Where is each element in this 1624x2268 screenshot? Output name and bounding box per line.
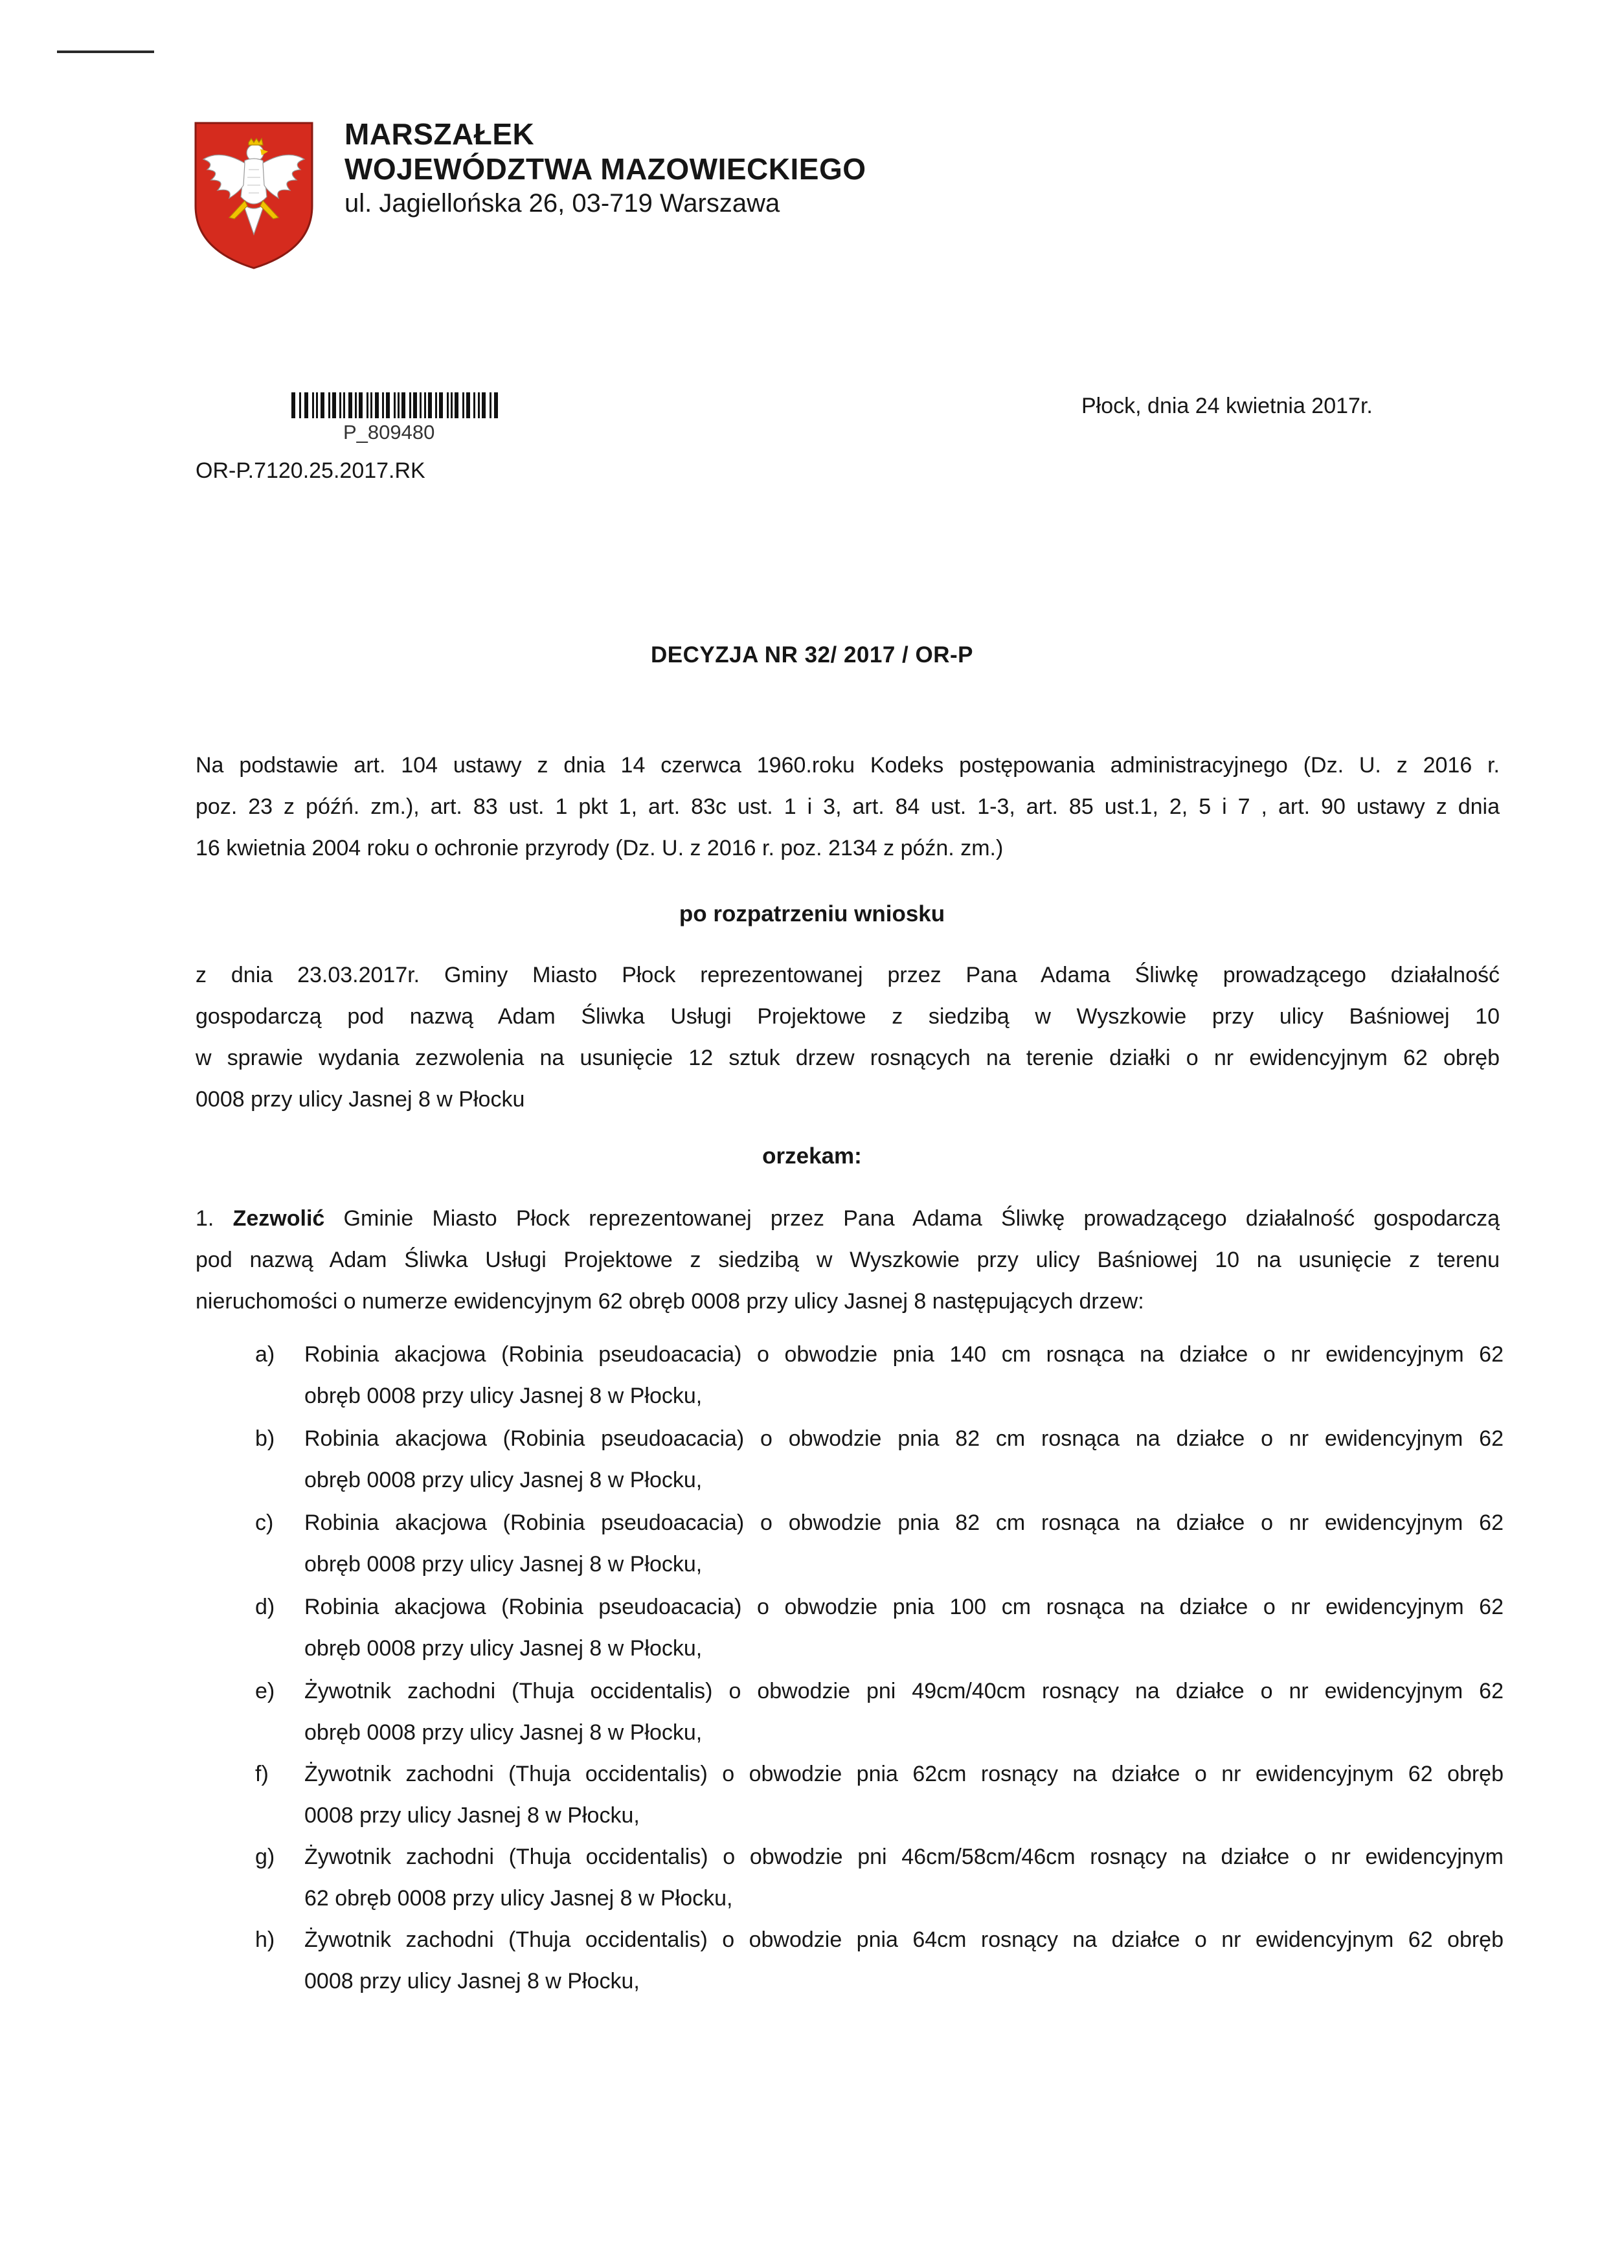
request-line: w sprawie wydania zezwolenia na usunięcie 12 sztuk drzew rosnących na terenie działki o nr ewidencyjnym 62 obręb	[196, 1046, 1500, 1070]
list-item-label: d)	[255, 1595, 275, 1619]
point-1-paragraph	[196, 1198, 1500, 1322]
legal-basis-line: Na podstawie art. 104 ustawy z dnia 14 czerwca 1960.roku Kodeks postępowania administracyjnego (Dz. U. z 2016 r.	[196, 753, 1500, 778]
issuer-subtitle: WOJEWÓDZTWA MAZOWIECKIEGO	[344, 152, 866, 186]
review-heading: po rozpatrzeniu wniosku	[679, 901, 945, 926]
list-item-line: 62 obręb 0008 przy ulicy Jasnej 8 w Płocku,	[304, 1886, 733, 1911]
list-item-line: obręb 0008 przy ulicy Jasnej 8 w Płocku,	[304, 1636, 703, 1661]
barcode-number: P_809480	[343, 421, 435, 443]
request-line: z dnia 23.03.2017r. Gminy Miasto Płock reprezentowanej przez Pana Adama Śliwkę prowadzącego działalność	[196, 963, 1500, 987]
list-item-line: obręb 0008 przy ulicy Jasnej 8 w Płocku,	[304, 1468, 703, 1492]
list-item-line: Robinia akacjowa (Robinia pseudoacacia) o obwodzie pnia 82 cm rosnąca na działce o nr ewidencyjnym 62	[304, 1510, 1504, 1535]
list-item-line: Żywotnik zachodni (Thuja occidentalis) o obwodzie pnia 64cm rosnący na działce o nr ewidencyjnym 62 obręb	[304, 1927, 1504, 1952]
list-item-line: Robinia akacjowa (Robinia pseudoacacia) o obwodzie pnia 100 cm rosnąca na działce o nr ewidencyjnym 62	[304, 1595, 1504, 1619]
issuer-title: MARSZAŁEK	[344, 117, 535, 151]
point-1-line: pod nazwą Adam Śliwka Usługi Projektowe z siedzibą w Wyszkowie przy ulicy Baśniowej 10 na usunięcie z terenu	[196, 1248, 1500, 1272]
list-item-label: h)	[255, 1927, 275, 1952]
list-item-line: 0008 przy ulicy Jasnej 8 w Płocku,	[304, 1803, 640, 1828]
list-item-label: f)	[255, 1762, 269, 1786]
place-date: Płock, dnia 24 kwietnia 2017r.	[1081, 394, 1373, 418]
list-item-label: a)	[255, 1342, 275, 1367]
list-item-line: Żywotnik zachodni (Thuja occidentalis) o obwodzie pni 49cm/40cm rosnący na działce o nr ewidencyjnym 62	[304, 1679, 1504, 1703]
reference-number: OR-P.7120.25.2017.RK	[196, 458, 425, 483]
scan-mark	[57, 51, 154, 53]
point-1-verb: Zezwolić	[232, 1206, 325, 1231]
issuer-address: ul. Jagiellońska 26, 03-719 Warszawa	[344, 189, 780, 218]
list-item-line: Żywotnik zachodni (Thuja occidentalis) o obwodzie pni 46cm/58cm/46cm rosnący na działce o nr ewidencyjnym	[304, 1845, 1504, 1869]
list-item-line: obręb 0008 przy ulicy Jasnej 8 w Płocku,	[304, 1720, 703, 1745]
point-1-number: 1.	[196, 1206, 214, 1231]
request-line: 0008 przy ulicy Jasnej 8 w Płocku	[196, 1087, 525, 1112]
list-item-label: c)	[255, 1510, 274, 1535]
list-item-label: b)	[255, 1426, 275, 1451]
point-1-line: nieruchomości o numerze ewidencyjnym 62 obręb 0008 przy ulicy Jasnej 8 następujących drzew:	[196, 1289, 1144, 1314]
decision-title: DECYZJA NR 32/ 2017 / OR-P	[651, 642, 973, 668]
request-line: gospodarczą pod nazwą Adam Śliwka Usługi Projektowe z siedzibą w Wyszkowie przy ulicy Baśniowej 10	[196, 1004, 1500, 1029]
list-item-line: 0008 przy ulicy Jasnej 8 w Płocku,	[304, 1969, 640, 1993]
list-item-label: e)	[255, 1679, 275, 1703]
request-paragraph	[196, 954, 1500, 1120]
list-item-line: obręb 0008 przy ulicy Jasnej 8 w Płocku,	[304, 1384, 703, 1408]
ruling-heading: orzekam:	[762, 1143, 862, 1169]
list-item-line: obręb 0008 przy ulicy Jasnej 8 w Płocku,	[304, 1552, 703, 1577]
list-item-line: Robinia akacjowa (Robinia pseudoacacia) o obwodzie pnia 140 cm rosnąca na działce o nr ewidencyjnym 62	[304, 1342, 1504, 1367]
point-1-first-line	[196, 1198, 1500, 1239]
legal-basis-line: poz. 23 z późń. zm.), art. 83 ust. 1 pkt 1, art. 83c ust. 1 i 3, art. 84 ust. 1-3, art. 85 ust.1, 2, 5 i 7 , art. 90 ustawy z dnia	[196, 794, 1500, 819]
issuer-block	[344, 117, 866, 220]
list-item-label: g)	[255, 1845, 275, 1869]
legal-basis-paragraph	[196, 745, 1500, 869]
mazovia-eagle-crest-icon	[193, 120, 315, 271]
list-item-line: Robinia akacjowa (Robinia pseudoacacia) o obwodzie pnia 82 cm rosnąca na działce o nr ewidencyjnym 62	[304, 1426, 1504, 1451]
list-item-line: Żywotnik zachodni (Thuja occidentalis) o obwodzie pnia 62cm rosnący na działce o nr ewidencyjnym 62 obręb	[304, 1762, 1504, 1786]
legal-basis-line: 16 kwietnia 2004 roku o ochronie przyrody (Dz. U. z 2016 r. poz. 2134 z późn. zm.)	[196, 836, 1004, 860]
point-1-text: Gminie Miasto Płock reprezentowanej przez Pana Adama Śliwkę prowadzącego działalność gospodarczą	[324, 1206, 1500, 1231]
